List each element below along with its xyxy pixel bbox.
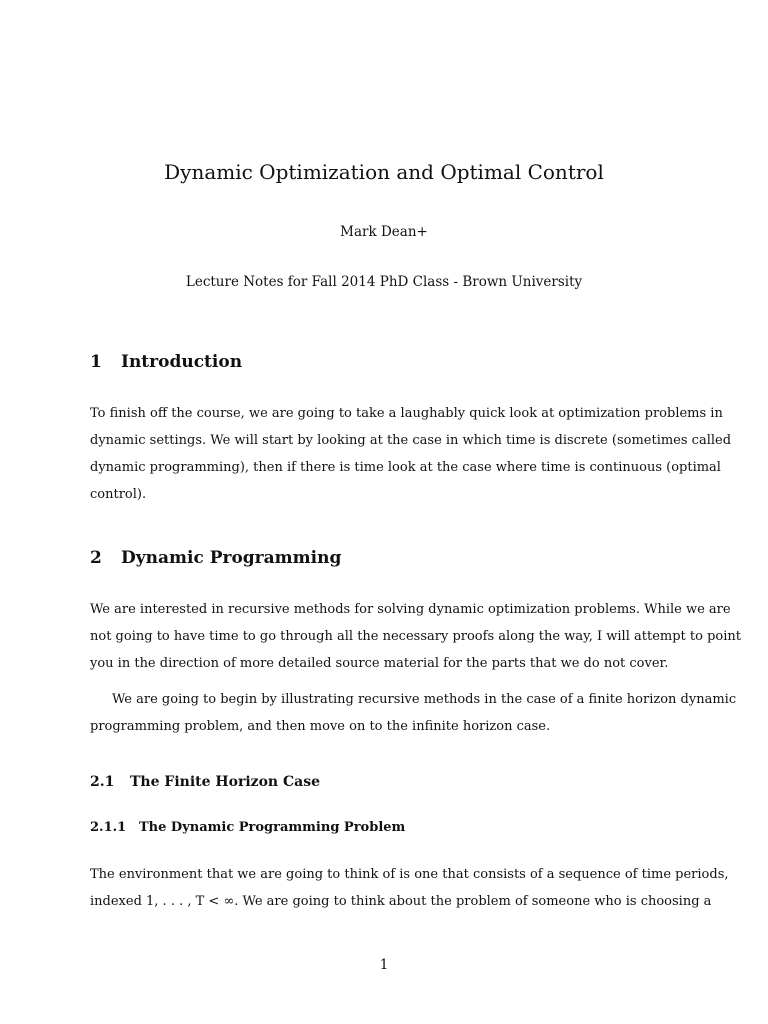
- subsubsection-heading: [90, 819, 405, 837]
- section-title: Dynamic Programming: [121, 548, 342, 568]
- section-number: 1: [90, 352, 102, 372]
- section-heading-dynamic-programming: [90, 546, 341, 570]
- subsection-title: The Finite Horizon Case: [130, 774, 320, 790]
- paragraph-line: dynamic programming), then if there is time look at the case where time is continuous (optimal: [90, 460, 721, 475]
- paragraph-environment: [90, 861, 729, 915]
- subsubsection-number: 2.1.1: [90, 820, 127, 835]
- paragraph-line: you in the direction of more detailed source material for the parts that we do not cover.: [90, 656, 669, 671]
- paragraph-dp-1: [90, 596, 741, 677]
- paragraph-introduction: [90, 400, 732, 508]
- section-number: 2: [90, 548, 102, 568]
- affiliation-line: Lecture Notes for Fall 2014 PhD Class - Brown University: [185, 274, 583, 290]
- section-heading-introduction: [90, 350, 242, 374]
- paragraph-line: control).: [90, 487, 147, 502]
- author-name: Mark Dean+: [340, 224, 428, 240]
- paragraph-line: To finish off the course, we are going to take a laughably quick look at optimization problems in: [90, 406, 723, 421]
- paragraph-dp-2: [90, 686, 737, 740]
- paragraph-line: dynamic settings. We will start by looking at the case in which time is discrete (sometimes called: [90, 433, 732, 448]
- paper-title: Dynamic Optimization and Optimal Control: [164, 160, 604, 184]
- section-title: Introduction: [121, 352, 243, 372]
- subsubsection-title: The Dynamic Programming Problem: [139, 820, 406, 835]
- paragraph-line: indexed 1, . . . , T < ∞. We are going to think about the problem of someone who is choosing a: [90, 894, 712, 909]
- page-number: 1: [379, 957, 389, 973]
- paragraph-line: not going to have time to go through all the necessary proofs along the way, I will attempt to point: [90, 629, 741, 644]
- paragraph-line: The environment that we are going to think of is one that consists of a sequence of time periods,: [90, 867, 729, 882]
- subsection-number: 2.1: [90, 774, 115, 790]
- paragraph-line: We are interested in recursive methods for solving dynamic optimization problems. While we are: [90, 602, 731, 617]
- subsection-heading: [90, 772, 320, 792]
- paragraph-line: We are going to begin by illustrating recursive methods in the case of a finite horizon dynamic: [112, 692, 737, 707]
- paragraph-line: programming problem, and then move on to the infinite horizon case.: [90, 719, 551, 734]
